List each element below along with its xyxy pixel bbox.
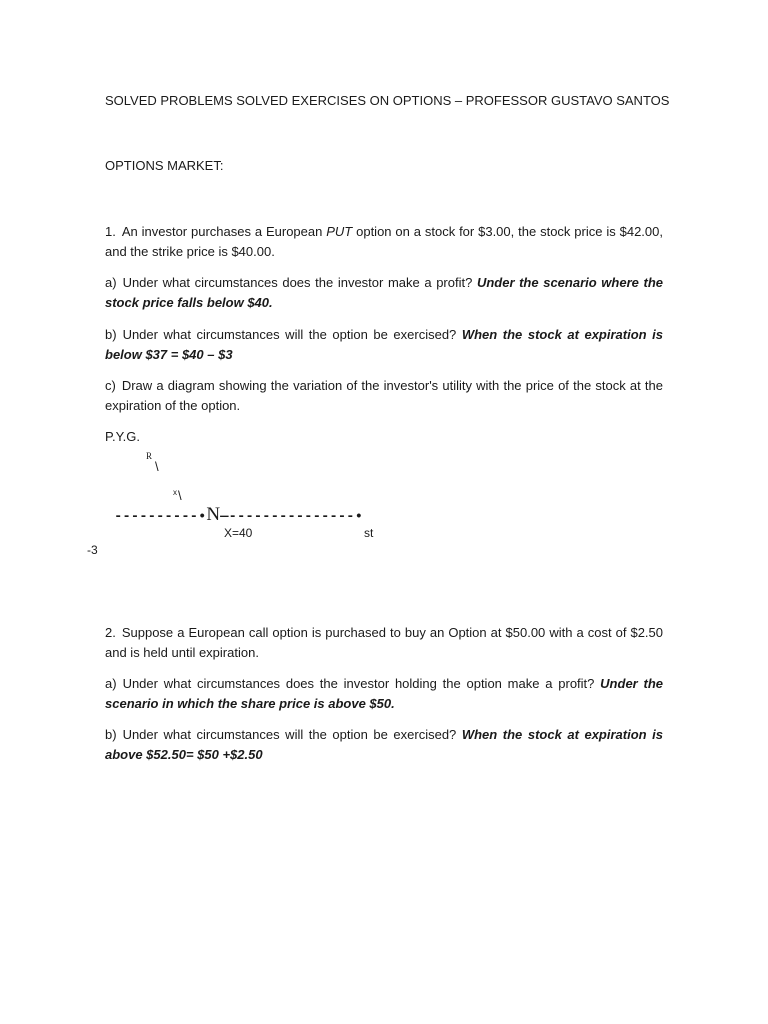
sub-question: Under what circumstances will the option be exercised? (122, 727, 462, 742)
diagram-backslash: \ (178, 488, 182, 503)
question-1c (105, 376, 663, 416)
question-text: Suppose a European call option is purchased to buy an Option at $50.00 with a cost of $2.50 and is held until expiration. (105, 625, 663, 660)
axis-dashes-right: —---------------• (220, 509, 363, 525)
question-text: An investor purchases a European (121, 224, 327, 239)
question-number: 2. (105, 625, 116, 640)
sub-question: Draw a diagram showing the variation of the investor's utility with the price of the stock at the expiration of the option. (105, 378, 663, 413)
pyg-label: P.Y.G. (105, 429, 140, 444)
sub-question: Under what circumstances does the investor holding the option make a profit? (122, 676, 601, 691)
sub-answer: When the stock at expiration is below $37 = $40 – $3 (105, 327, 663, 362)
r-label: R (146, 451, 153, 461)
n-label: N (206, 504, 221, 525)
axis-dashes-left: ----------• (114, 509, 207, 525)
question-2b (105, 725, 663, 765)
diagram-backslash: \ (155, 459, 159, 474)
question-1b (105, 325, 663, 365)
question-1 (105, 222, 663, 262)
sub-label: a) (105, 275, 117, 290)
section-heading: OPTIONS MARKET: (105, 158, 224, 173)
sub-answer: When the stock at expiration is above $52.50= $50 +$2.50 (105, 727, 663, 762)
minus-three-label: -3 (87, 543, 98, 557)
question-1a (105, 273, 663, 313)
sub-label: b) (105, 727, 117, 742)
x-small-label: x (173, 488, 177, 497)
sub-label: b) (105, 327, 117, 342)
strike-label: X=40 (224, 526, 253, 540)
sub-question: Under what circumstances does the investor make a profit? (122, 275, 477, 290)
st-label: st (364, 526, 374, 540)
question-text: option on a stock for $3.00, the stock price is $42.00, and the strike price is $40.00. (105, 224, 663, 259)
question-number: 1. (105, 224, 116, 239)
document-title: SOLVED PROBLEMS SOLVED EXERCISES ON OPTIONS – PROFESSOR GUSTAVO SANTOS (105, 93, 670, 108)
sub-label: c) (105, 378, 116, 393)
question-2 (105, 623, 663, 663)
sub-answer: Under the scenario in which the share price is above $50. (105, 676, 664, 711)
axis-line (114, 506, 363, 526)
sub-question: Under what circumstances will the option be exercised? (122, 327, 462, 342)
sub-label: a) (105, 676, 117, 691)
sub-answer: Under the scenario where the stock price falls below $40. (105, 275, 663, 310)
question-2a (105, 674, 663, 714)
question-text-italic: PUT (326, 224, 353, 239)
